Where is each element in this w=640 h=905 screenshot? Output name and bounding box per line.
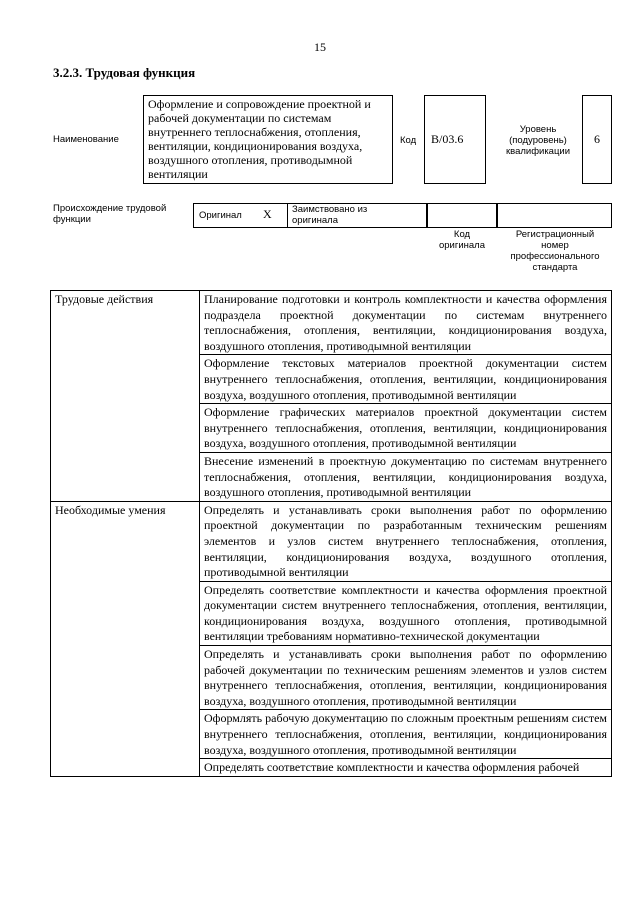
name-label: Наименование (53, 134, 119, 145)
code-value: B/03.6 (431, 132, 464, 146)
code-label: Код (400, 135, 417, 146)
borrowed-label: Заимствовано из оригинала (292, 204, 368, 226)
orig-code-label: Код оригинала (438, 229, 485, 251)
actions-label: Трудовые действия (51, 291, 200, 502)
table-row (51, 291, 612, 355)
table-row (51, 501, 612, 581)
skill-cell: Определять и устанавливать сроки выполнения работ по оформлению рабочей документации по техническим решениям элементов и узлов систем внутреннего теплоснабжения, отопления, вентиляции, кондиционирования воздуха, воздушного отопления, противодымной вентиляции (200, 646, 612, 710)
level-value: 6 (594, 132, 600, 146)
skill-cell: Определять соответствие комплектности и качества оформления проектной документации систем внутреннего теплоснабжения, отопления, вентиляции, кондиционирования воздуха, воздушного отопления, противодымной вентиляции требованиям нормативно-технической документации (200, 581, 612, 645)
skills-label: Необходимые умения (51, 501, 200, 776)
level-label: Уровень (подуровень) квалификации (505, 124, 571, 157)
original-label: Оригинал (199, 210, 242, 221)
skill-cell: Определять соответствие комплектности и качества оформления рабочей (200, 759, 612, 777)
action-cell: Оформление графических материалов проектной документации систем внутреннего теплоснабжения, отопления, вентиляции, кондиционирования воздуха, воздушного отопления, противодымной вентиляции (200, 404, 612, 453)
origin-label: Происхождение трудовой функции (53, 203, 167, 225)
action-cell: Планирование подготовки и контроль комплектности и качества оформления подраздела проектной документации по системам внутреннего теплоснабжения, отопления, вентиляции, кондиционирования воздуха, воздушного отопления, противодымной вентиляции (200, 291, 612, 355)
skill-cell: Оформлять рабочую документацию по сложным проектным решениям систем внутреннего теплоснабжения, отопления, вентиляции, кондиционирования воздуха, воздушного отопления, противодымной вентиляции (200, 710, 612, 759)
page-number: 15 (314, 40, 326, 54)
action-cell: Оформление текстовых материалов проектной документации систем внутреннего теплоснабжения, отопления, вентиляции, кондиционирования воздуха, воздушного отопления, противодымной вентиляции (200, 355, 612, 404)
section-heading: 3.2.3. Трудовая функция (53, 65, 196, 80)
original-mark: X (263, 207, 272, 221)
skill-cell: Определять и устанавливать сроки выполнения работ по оформлению проектной документации по разработанным техническим решениям элементов и узлов систем внутреннего теплоснабжения, отопления, вентиляции, кондиционирования воздуха, воздушного отопления, противодымной вентиляции (200, 501, 612, 581)
action-cell: Внесение изменений в проектную документацию по системам внутреннего теплоснабжения, отопления, вентиляции, кондиционирования воздуха, воздушного отопления, противодымной вентиляции (200, 452, 612, 501)
function-name-value: Оформление и сопровождение проектной и рабочей документации по системам внутреннего теплоснабжения, отопления, вентиляции, кондиционирования воздуха, воздушного отопления, противодымной вентиляции (148, 97, 371, 181)
function-table (50, 290, 612, 777)
reg-number-label: Регистрационный номер профессионального стандарта (510, 229, 600, 273)
